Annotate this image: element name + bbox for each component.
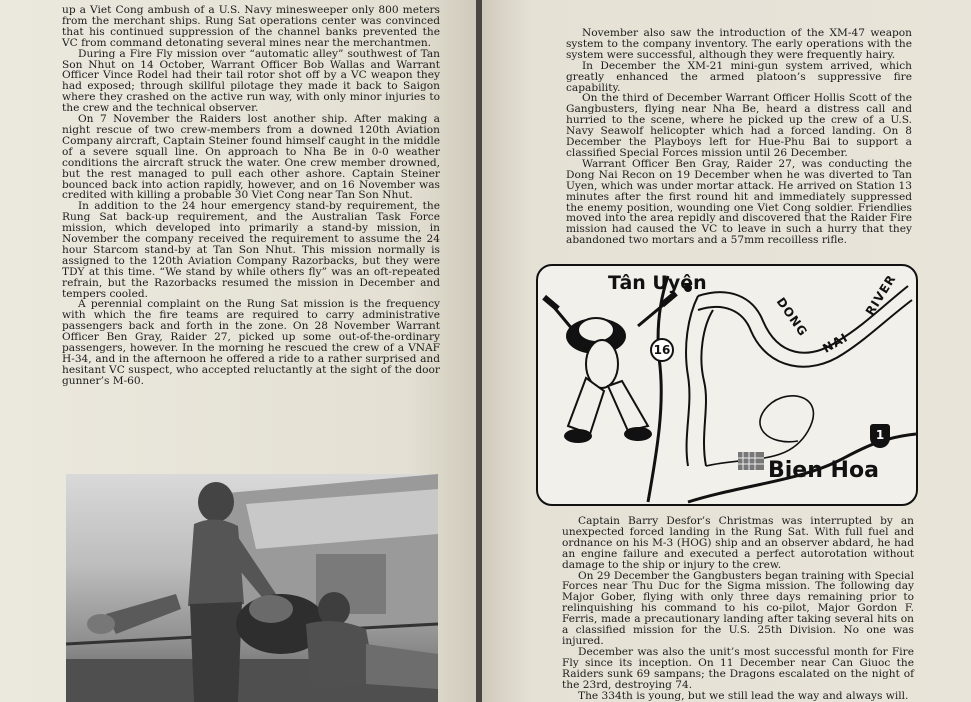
left-page — [0, 0, 478, 702]
right-page — [482, 0, 971, 702]
paragraph: A perennial complaint on the Rung Sat mission is the frequency with which the fire teams are required to carry administrative passengers back and forth in the zone. On 28 November Warrant Officer Ben Gray, Raider 27, picked up some out-of-the-ordinary passengers, however. In the morning he rescued the crew of a VNAF H-34, and in the afternoon he offered a ride to a rather surprised and hesitant VC suspect, who accepted reluctantly at the sight of the door gunner’s M-60. — [62, 298, 440, 387]
paragraph: Captain Barry Desfor’s Christmas was interrupted by an unexpected forced landing in the Rung Sat. With full fuel and ordnance on his M-3 (HOG) ship and an observer abdard, he had an engine failure and executed a perfect autorotation without damage to the ship or injury to the crew. — [562, 515, 914, 571]
paragraph: On 7 November the Raiders lost another ship. After making a night rescue of two crew-members from a downed 120th Aviation Company aircraft, Captain Steiner found himself caught in the middle of a severe squall line. On approach to Nha Be in 0-0 weather conditions the aircraft struck the water. One crew member drowned, but the rest managed to pull each other ashore. Captain Steiner bounced back into action rapidly, however, and on 16 November was credited with killing a probable 30 Viet Cong near Tan Son Nhut. — [62, 113, 440, 202]
photo-soldiers-helicopter — [66, 474, 438, 702]
paragraph: On the third of December Warrant Officer Hollis Scott of the Gangbusters, flying near Nha Be, heard a distress call and hurried to the scene, where he picked up the crew of a U.S. Navy Seawolf helicopter which had a forced landing. On 8 December the Playboys left for Hue-Phu Bai to support a classified Special Forces mission until 26 December. — [566, 92, 912, 159]
map-label-river: RIVER — [862, 272, 899, 318]
paragraph: During a Fire Fly mission over “automatic alley” southwest of Tan Son Nhut on 14 October, Warrant Officer Bob Wallas and Warrant Officer Vince Rodel had their tail rotor shot off by a VC weapon they had exposed; through skillful pilotage they made it back to Saigon where they crashed on the active run way, with only minor injuries to the crew and the technical observer. — [62, 47, 440, 115]
route-1-shield-icon: 1 — [870, 424, 890, 448]
route-16-marker: 16 — [650, 338, 674, 362]
map-label-nai: NAI — [820, 330, 851, 356]
paragraph: November also saw the introduction of the XM-47 weapon system to the company inventory. The early operations with the system were successful, although they were frequently hairy. — [566, 27, 912, 61]
paragraph: On 29 December the Gangbusters began training with Special Forces near Thu Duc for the Sigma mission. The following day Major Gober, flying with only three days remaining prior to relinquishing his command to his co-pilot, Major Gordon F. Ferris, made a precautionary landing after taking several hits on a classified mission for the U.S. 25th Division. No one was injured. — [562, 569, 914, 647]
paragraph: December was also the unit’s most successful month for Fire Fly since its inception. On 11 December near Can Giuoc the Raiders sunk 69 sampans; the Dragons escalated on the night of the 23rd, destroying 74. — [562, 645, 914, 691]
map-label-tan-uyen: Tân Uyên — [608, 272, 707, 294]
map-label-bien-hoa: Bien Hoa — [768, 458, 879, 483]
left-text-column — [62, 5, 440, 387]
paragraph: In December the XM-21 mini-gun system arrived, which greatly enhanced the armed platoon’s suppressive fire capability. — [566, 59, 912, 94]
right-text-column-top — [566, 28, 912, 246]
right-text-column-bottom — [562, 516, 914, 701]
paragraph: The 334th is young, but we still lead the way and always will. — [578, 689, 909, 702]
area-map — [536, 264, 918, 506]
paragraph: Warrant Officer Ben Gray, Raider 27, was conducting the Dong Nai Recon on 19 December when he was diverted to Tan Uyen, which was under mortar attack. He arrived on Station 13 minutes after the first round hit and immediately suppressed the enemy position, wounding one Viet Cong soldier. Friendlies moved into the area repidly and discovered that the Raider Fire mission had caused the VC to leave in such a hurry that they abandoned two mortars and a 57mm recoilless rifle. — [566, 157, 912, 247]
paragraph: In addition to the 24 hour emergency stand-by requirement, the Rung Sat back-up requirement, and the Australian Task Force mission, which developed into primarily a stand-by mission, in November the company received the requirement to assume the 24 hour Starcom stand-by at Tan Son Nhut. This mission normally is assigned to the 120th Aviation Company Razorbacks, but they were TDY at this time. “We stand by while others fly” was an oft-repeated refrain, but the Razorbacks resumed the mission in December and tempers cooled. — [62, 200, 440, 300]
map-label-dong: DONG — [773, 294, 811, 340]
paragraph: up a Viet Cong ambush of a U.S. Navy minesweeper only 800 meters from the merchant ships. Rung Sat operations center was convinced that his continued suppression of the channel banks prevented the VC from command detonating several mines near the merchantmen. — [62, 4, 440, 49]
